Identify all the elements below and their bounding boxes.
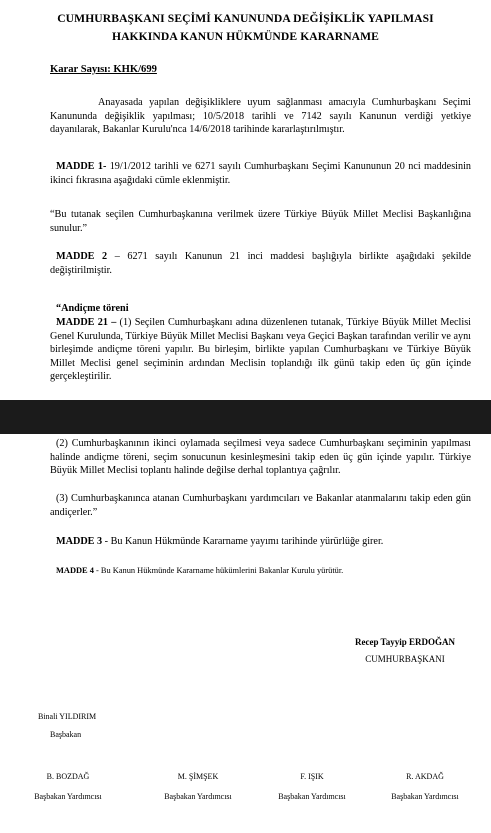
page-break-band: [0, 400, 491, 434]
article-3: [56, 535, 471, 549]
article-1: [50, 160, 471, 187]
article-21-paragraph-2: (2) Cumhurbaşkanının ikinci oylamada seçilmesi veya sadece Cumhurbaşkanı seçiminin yapılması halinde andiçme töreni, seçim sonucunun kesinleşmesini takip eden üç gün içinde yapılır. Türkiye Büyük Millet Meclisi toplantı halinde değilse derhal toplantıya çağrılır.: [50, 438, 471, 477]
article-4-label: MADDE 4: [56, 566, 94, 575]
deputy-3-title: Başbakan Yardımcısı: [278, 792, 346, 801]
deputy-3-name: F. IŞIK: [300, 772, 324, 781]
document-title-line-2: HAKKINDA KANUN HÜKMÜNDE KARARNAME: [111, 30, 380, 43]
deputy-2-name: M. ŞİMŞEK: [177, 772, 219, 781]
article-3-text: - Bu Kanun Hükmünde Kararname yayımı tarihinde yürürlüğe girer.: [102, 536, 384, 547]
deputy-1-name: B. BOZDAĞ: [46, 772, 90, 781]
article-21-label: MADDE 21 –: [56, 317, 117, 328]
article-4: [56, 566, 471, 575]
prime-minister-title: Başbakan: [50, 730, 82, 739]
article-2: [50, 250, 471, 277]
oath-ceremony-heading: “Andiçme töreni: [56, 303, 129, 314]
article-2-label: MADDE 2: [56, 251, 108, 262]
article-4-text: - Bu Kanun Hükmünde Kararname hükümlerini Bakanlar Kurulu yürütür.: [93, 566, 344, 575]
president-name: Recep Tayyip ERDOĞAN: [354, 637, 455, 647]
prime-minister-name: Binali YILDIRIM: [38, 712, 97, 721]
president-title: CUMHURBAŞKANI: [365, 654, 445, 664]
deputy-4-title: Başbakan Yardımcısı: [391, 792, 459, 801]
quoted-sentence: “Bu tutanak seçilen Cumhurbaşkanına verilmek üzere Türkiye Büyük Millet Meclisi Başkanlığına sunulur.”: [50, 209, 471, 234]
deputy-4-name: R. AKDAĞ: [406, 772, 444, 781]
article-1-label: MADDE 1-: [56, 161, 107, 172]
article-21: [50, 316, 471, 384]
deputy-2-title: Başbakan Yardımcısı: [164, 792, 232, 801]
article-2-text: – 6271 sayılı Kanunun 21 inci maddesi başlığıyla birlikte aşağıdaki şekilde değiştirilmiştir.: [50, 251, 471, 276]
decision-number: Karar Sayısı: KHK/699: [50, 64, 157, 75]
article-1-text: 19/1/2012 tarihli ve 6271 sayılı Cumhurbaşkanı Seçimi Kanununun 20 nci maddesinin ikinci fıkrasına aşağıdaki cümle eklenmiştir.: [50, 161, 472, 186]
article-21-paragraph-3: (3) Cumhurbaşkanınca atanan Cumhurbaşkanı yardımcıları ve Bakanlar atanmalarını takip eden gün andiçerler.”: [50, 493, 471, 518]
document-title-line-1: CUMHURBAŞKANI SEÇİMİ KANUNUNDA DEĞİŞİKLİK YAPILMASI: [57, 12, 434, 25]
intro-paragraph: Anayasada yapılan değişikliklere uyum sağlanması amacıyla Cumhurbaşkanı Seçimi Kanununda değişiklik yapılması; 10/5/2018 tarihli ve 7142 sayılı Kanunun verdiği yetkiye dayanılarak, Bakanlar Kurulu'nca 14/6/2018 tarihinde kararlaştırılmıştır.: [50, 97, 471, 136]
article-21-text: (1) Seçilen Cumhurbaşkanı adına düzenlenen tutanak, Türkiye Büyük Millet Meclisi Genel Kurulunda, Türkiye Büyük Millet Meclisi Başkanı veya Geçici Başkan tarafından verilir ve aynı birleşimde andiçme töreni yapılır. Bu birleşim, birlikte yapılan Cumhurbaşkanı ve Türkiye Büyük Millet Meclisi genel seçiminin ardından Meclisin toplandığı ilk günü takip eden üç gün içinde gerçekleştirilir.: [50, 317, 471, 383]
deputy-1-title: Başbakan Yardımcısı: [34, 792, 102, 801]
article-3-label: MADDE 3: [56, 536, 103, 547]
